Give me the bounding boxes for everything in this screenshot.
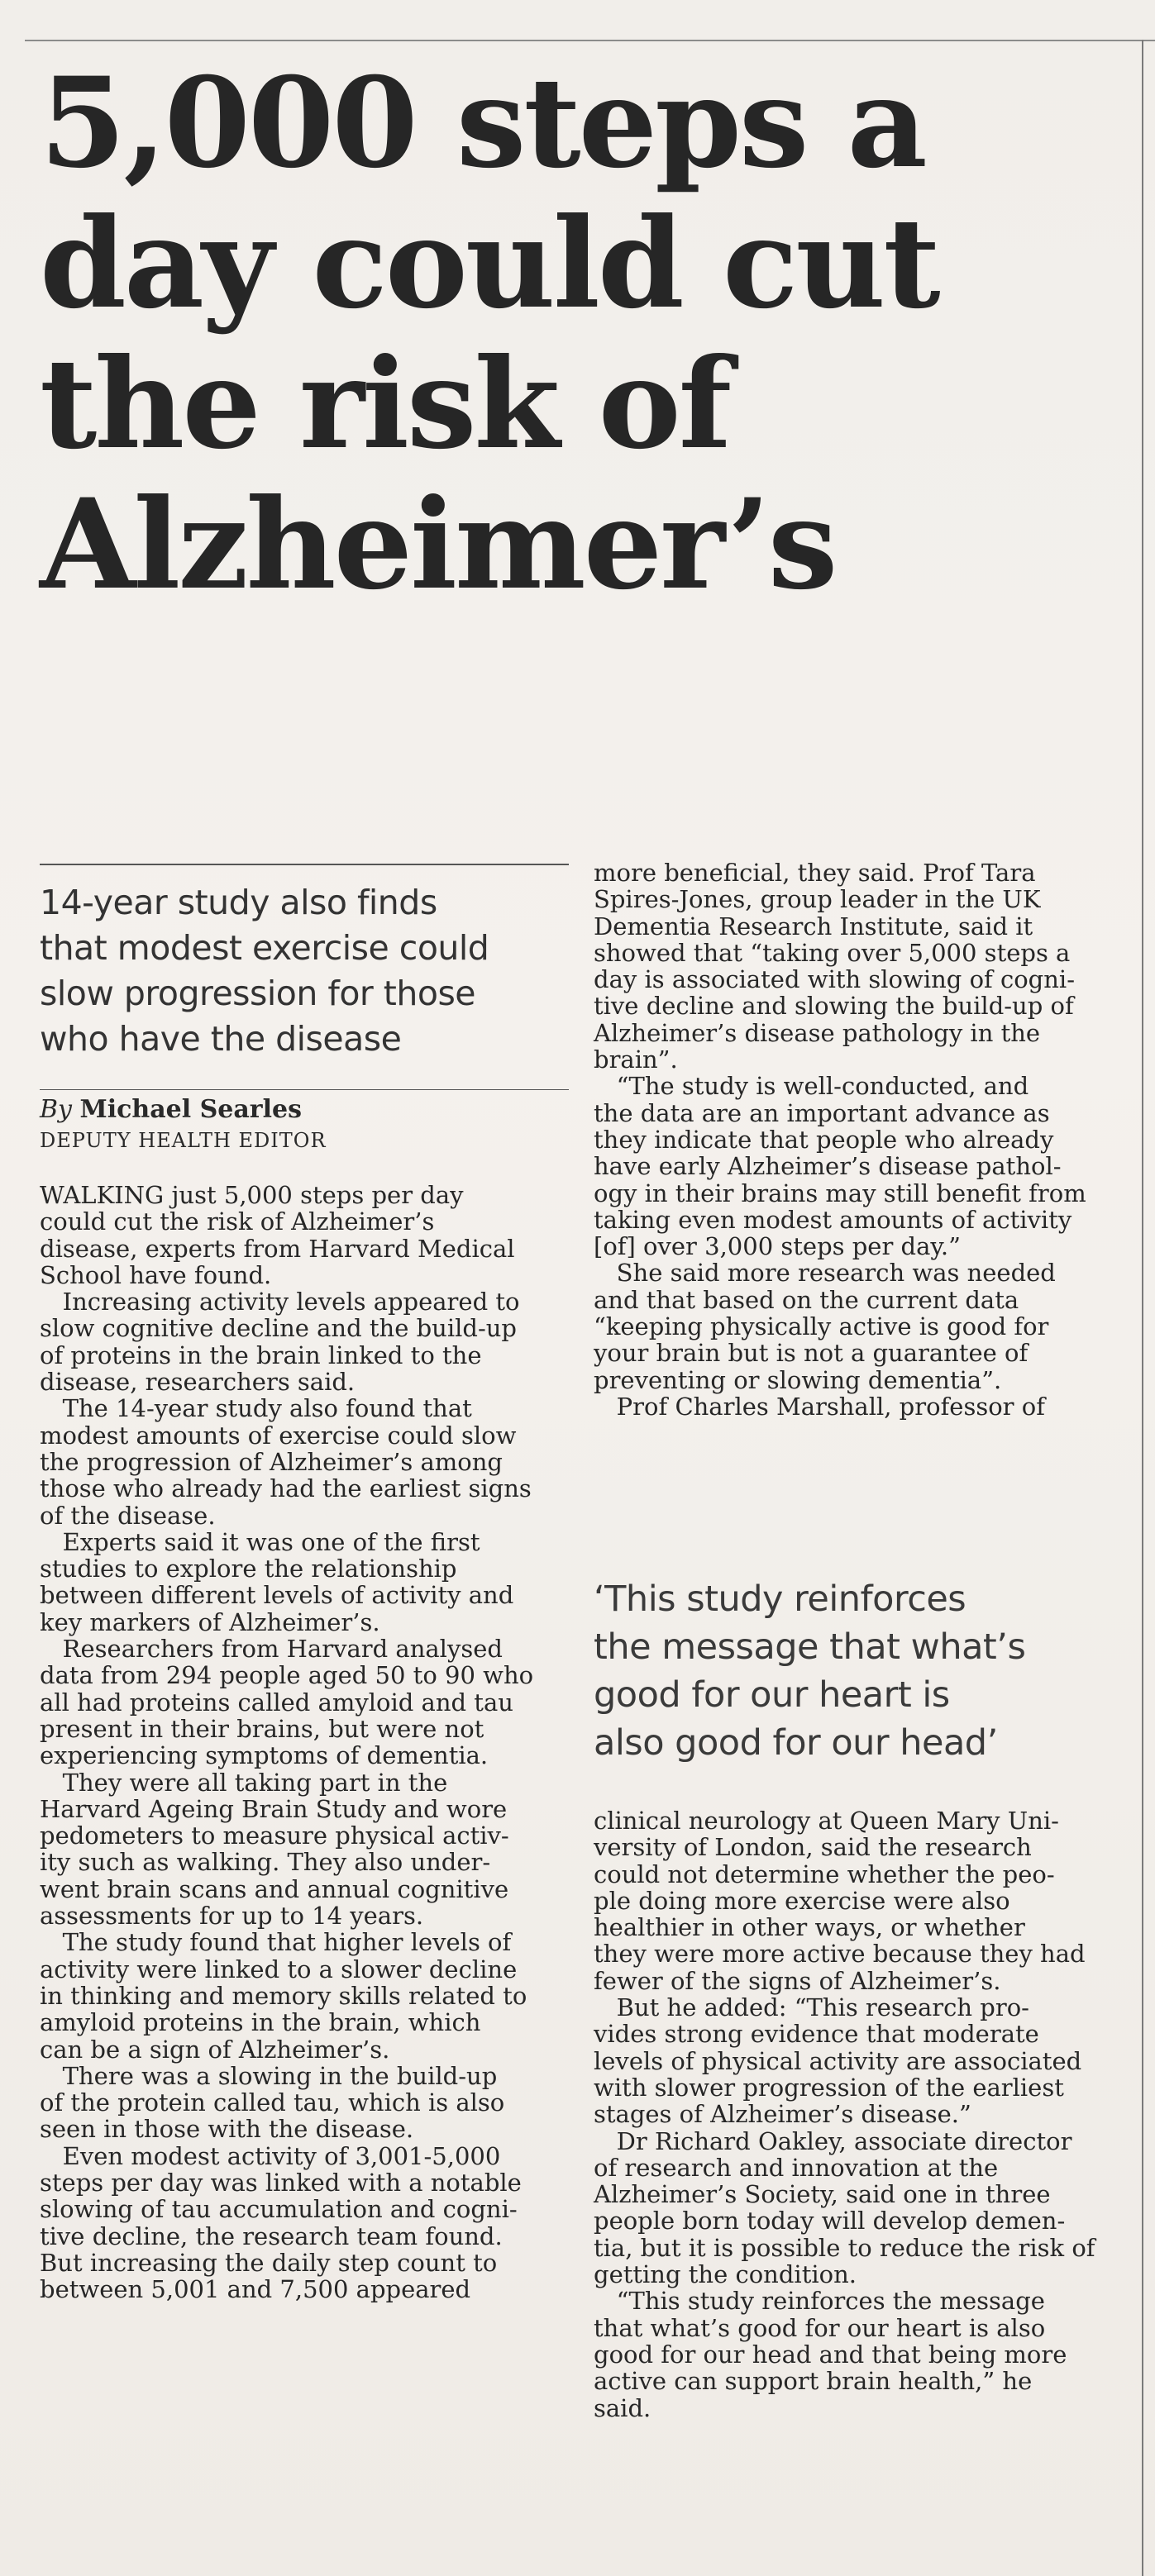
standfirst: [40, 880, 569, 1062]
standfirst-line: slow progression for those: [40, 974, 476, 1013]
article-text-line: Researchers from Harvard analysed: [40, 1635, 503, 1664]
headline-line: day could cut: [40, 191, 938, 336]
standfirst-line: who have the disease: [40, 1019, 402, 1059]
article-text-line: brain”.: [594, 1045, 678, 1074]
article-text-line: levels of physical activity are associated: [594, 2046, 1082, 2075]
headline-line: the risk of: [40, 331, 730, 477]
article-text-line: all had proteins called amyloid and tau: [40, 1688, 513, 1717]
article-text-line: present in their brains, but were not: [40, 1714, 484, 1743]
article-text-line: key markers of Alzheimer’s.: [40, 1607, 380, 1636]
article-column-1: [40, 1182, 569, 2302]
article-text-line: Alzheimer’s Society, said one in three: [594, 2180, 1051, 2209]
author-role: DEPUTY HEALTH EDITOR: [40, 1129, 327, 1152]
article-text-line: steps per day was linked with a notable: [40, 2168, 522, 2197]
article-text-line: Increasing activity levels appeared to: [40, 1288, 520, 1317]
article-text-line: in thinking and memory skills related to: [40, 1981, 527, 2010]
article-text-line: the progression of Alzheimer’s among: [40, 1447, 503, 1476]
article-text-line: The 14-year study also found that: [40, 1394, 472, 1423]
article-text-line: can be a sign of Alzheimer’s.: [40, 2035, 390, 2064]
article-text-line: But increasing the daily step count to: [40, 2248, 498, 2277]
author-name: Michael Searles: [79, 1095, 302, 1124]
article-text-line: between different levels of activity and: [40, 1581, 514, 1610]
article-text-line: Even modest activity of 3,001-5,000: [40, 2141, 501, 2170]
article-text-line: day is associated with slowing of cogni-: [594, 965, 1075, 994]
article-text-line: went brain scans and annual cognitive: [40, 1874, 509, 1903]
standfirst-bottom-rule: [40, 1089, 569, 1090]
article-text-line: data from 294 people aged 50 to 90 who: [40, 1661, 534, 1690]
pull-quote-line: the message that what’s: [594, 1626, 1026, 1668]
article-text-line: the data are an important advance as: [594, 1098, 1050, 1127]
article-text-line: versity of London, said the research: [594, 1833, 1032, 1862]
article-text-line: But he added: “This research pro-: [594, 1993, 1029, 2022]
article-text-line: assessments for up to 14 years.: [40, 1902, 424, 1931]
article-text-line: could not determine whether the peo-: [594, 1859, 1055, 1888]
article-text-line: ple doing more exercise were also: [594, 1886, 1010, 1915]
article-text-line: stages of Alzheimer’s disease.”: [594, 2100, 971, 2129]
article-text-line: preventing or slowing dementia”.: [594, 1365, 1002, 1394]
article-text-line: those who already had the earliest signs: [40, 1474, 532, 1503]
article-text-line: tive decline, the research team found.: [40, 2221, 503, 2250]
article-text-line: Harvard Ageing Brain Study and wore: [40, 1794, 508, 1823]
article-text-line: that what’s good for our heart is also: [594, 2313, 1046, 2342]
article-text-line: amyloid proteins in the brain, which: [40, 2008, 481, 2037]
standfirst-top-rule: [40, 864, 569, 865]
article-text-line: experiencing symptoms of dementia.: [40, 1741, 489, 1770]
article-text-line: taking even modest amounts of activity: [594, 1205, 1072, 1234]
pull-quote-line: also good for our head’: [594, 1722, 998, 1764]
article-text-line: tia, but it is possible to reduce the risk of: [594, 2233, 1095, 2262]
pull-quote: [594, 1575, 1123, 1767]
article-text-line: fewer of the signs of Alzheimer’s.: [594, 1966, 1001, 1995]
byline-by: By: [40, 1095, 72, 1124]
article-text-line: Alzheimer’s disease pathology in the: [594, 1018, 1041, 1047]
article-text-line: They were all taking part in the: [40, 1768, 448, 1797]
article-text-line: slow cognitive decline and the build-up: [40, 1314, 517, 1343]
article-column-2-bottom: [594, 1807, 1131, 2421]
article-text-line: modest amounts of exercise could slow: [40, 1421, 517, 1450]
article-text-line: activity were linked to a slower decline: [40, 1955, 518, 1983]
article-text-line: healthier in other ways, or whether: [594, 1913, 1025, 1942]
article-text-line: said.: [594, 2393, 651, 2422]
article-text-line: vides strong evidence that moderate: [594, 2020, 1039, 2049]
article-text-line: active can support brain health,” he: [594, 2367, 1033, 2396]
article-text-line: Spires-Jones, group leader in the UK: [594, 885, 1041, 914]
article-text-line: your brain but is not a guarantee of: [594, 1339, 1029, 1368]
article-text-line: Experts said it was one of the first: [40, 1527, 480, 1556]
article-text-line: “This study reinforces the message: [594, 2287, 1045, 2316]
standfirst-line: that modest exercise could: [40, 928, 489, 968]
article-text-line: disease, researchers said.: [40, 1368, 356, 1397]
article-text-line: There was a slowing in the build-up: [40, 2061, 498, 2090]
article-text-line: good for our head and that being more: [594, 2340, 1067, 2369]
column-edge-rule: [1142, 40, 1143, 2576]
headline: [40, 50, 1131, 617]
article-text-line: tive decline and slowing the build-up of: [594, 992, 1074, 1021]
article-text-line: they indicate that people who already: [594, 1125, 1054, 1154]
pull-quote-line: good for our heart is: [594, 1674, 950, 1716]
article-text-line: more beneficial, they said. Prof Tara: [594, 859, 1036, 887]
standfirst-line: 14-year study also finds: [40, 883, 437, 922]
article-text-line: pedometers to measure physical activ-: [40, 1821, 509, 1850]
article-text-line: of research and innovation at the: [594, 2153, 999, 2182]
article-text-line: Dr Richard Oakley, associate director: [594, 2126, 1072, 2155]
article-text-line: have early Alzheimer’s disease pathol-: [594, 1152, 1062, 1181]
article-text-line: “The study is well-conducted, and: [594, 1072, 1029, 1101]
article-text-line: studies to explore the relationship: [40, 1555, 457, 1583]
article-text-line: people born today will develop demen-: [594, 2207, 1066, 2236]
article-text-line: slowing of tau accumulation and cogni-: [40, 2195, 518, 2224]
article-text-line: could cut the risk of Alzheimer’s: [40, 1207, 435, 1236]
article-text-line: ity such as walking. They also under-: [40, 1848, 491, 1877]
pull-quote-line: ‘This study reinforces: [594, 1578, 966, 1620]
article-text-line: getting the condition.: [594, 2260, 857, 2289]
headline-line: 5,000 steps a: [40, 50, 925, 196]
article-text-line: WALKING just 5,000 steps per day: [40, 1181, 464, 1209]
article-text-line: [of] over 3,000 steps per day.”: [594, 1232, 961, 1261]
byline: [40, 1095, 302, 1125]
article-text-line: seen in those with the disease.: [40, 2115, 414, 2144]
top-rule: [25, 40, 1155, 41]
article-text-line: Dementia Research Institute, said it: [594, 912, 1033, 940]
article-text-line: “keeping physically active is good for: [594, 1312, 1049, 1341]
article-text-line: and that based on the current data: [594, 1285, 1019, 1314]
article-text-line: School have found.: [40, 1260, 272, 1289]
headline-line: Alzheimer’s: [40, 472, 836, 617]
article-text-line: of the disease.: [40, 1501, 216, 1530]
article-text-line: Prof Charles Marshall, professor of: [594, 1392, 1045, 1421]
article-text-line: showed that “taking over 5,000 steps a: [594, 938, 1071, 967]
article-text-line: with slower progression of the earliest: [594, 2073, 1064, 2102]
article-text-line: ogy in their brains may still benefit from: [594, 1178, 1086, 1207]
article-text-line: of the protein called tau, which is also: [40, 2088, 505, 2117]
article-text-line: The study found that higher levels of: [40, 1928, 512, 1957]
article-text-line: between 5,001 and 7,500 appeared: [40, 2275, 471, 2304]
article-text-line: She said more research was needed: [594, 1259, 1056, 1288]
article-text-line: they were more active because they had: [594, 1940, 1086, 1969]
article-text-line: disease, experts from Harvard Medical: [40, 1234, 515, 1263]
article-text-line: clinical neurology at Queen Mary Uni-: [594, 1807, 1059, 1835]
article-text-line: of proteins in the brain linked to the: [40, 1340, 482, 1369]
article-column-2-top: [594, 859, 1131, 1420]
